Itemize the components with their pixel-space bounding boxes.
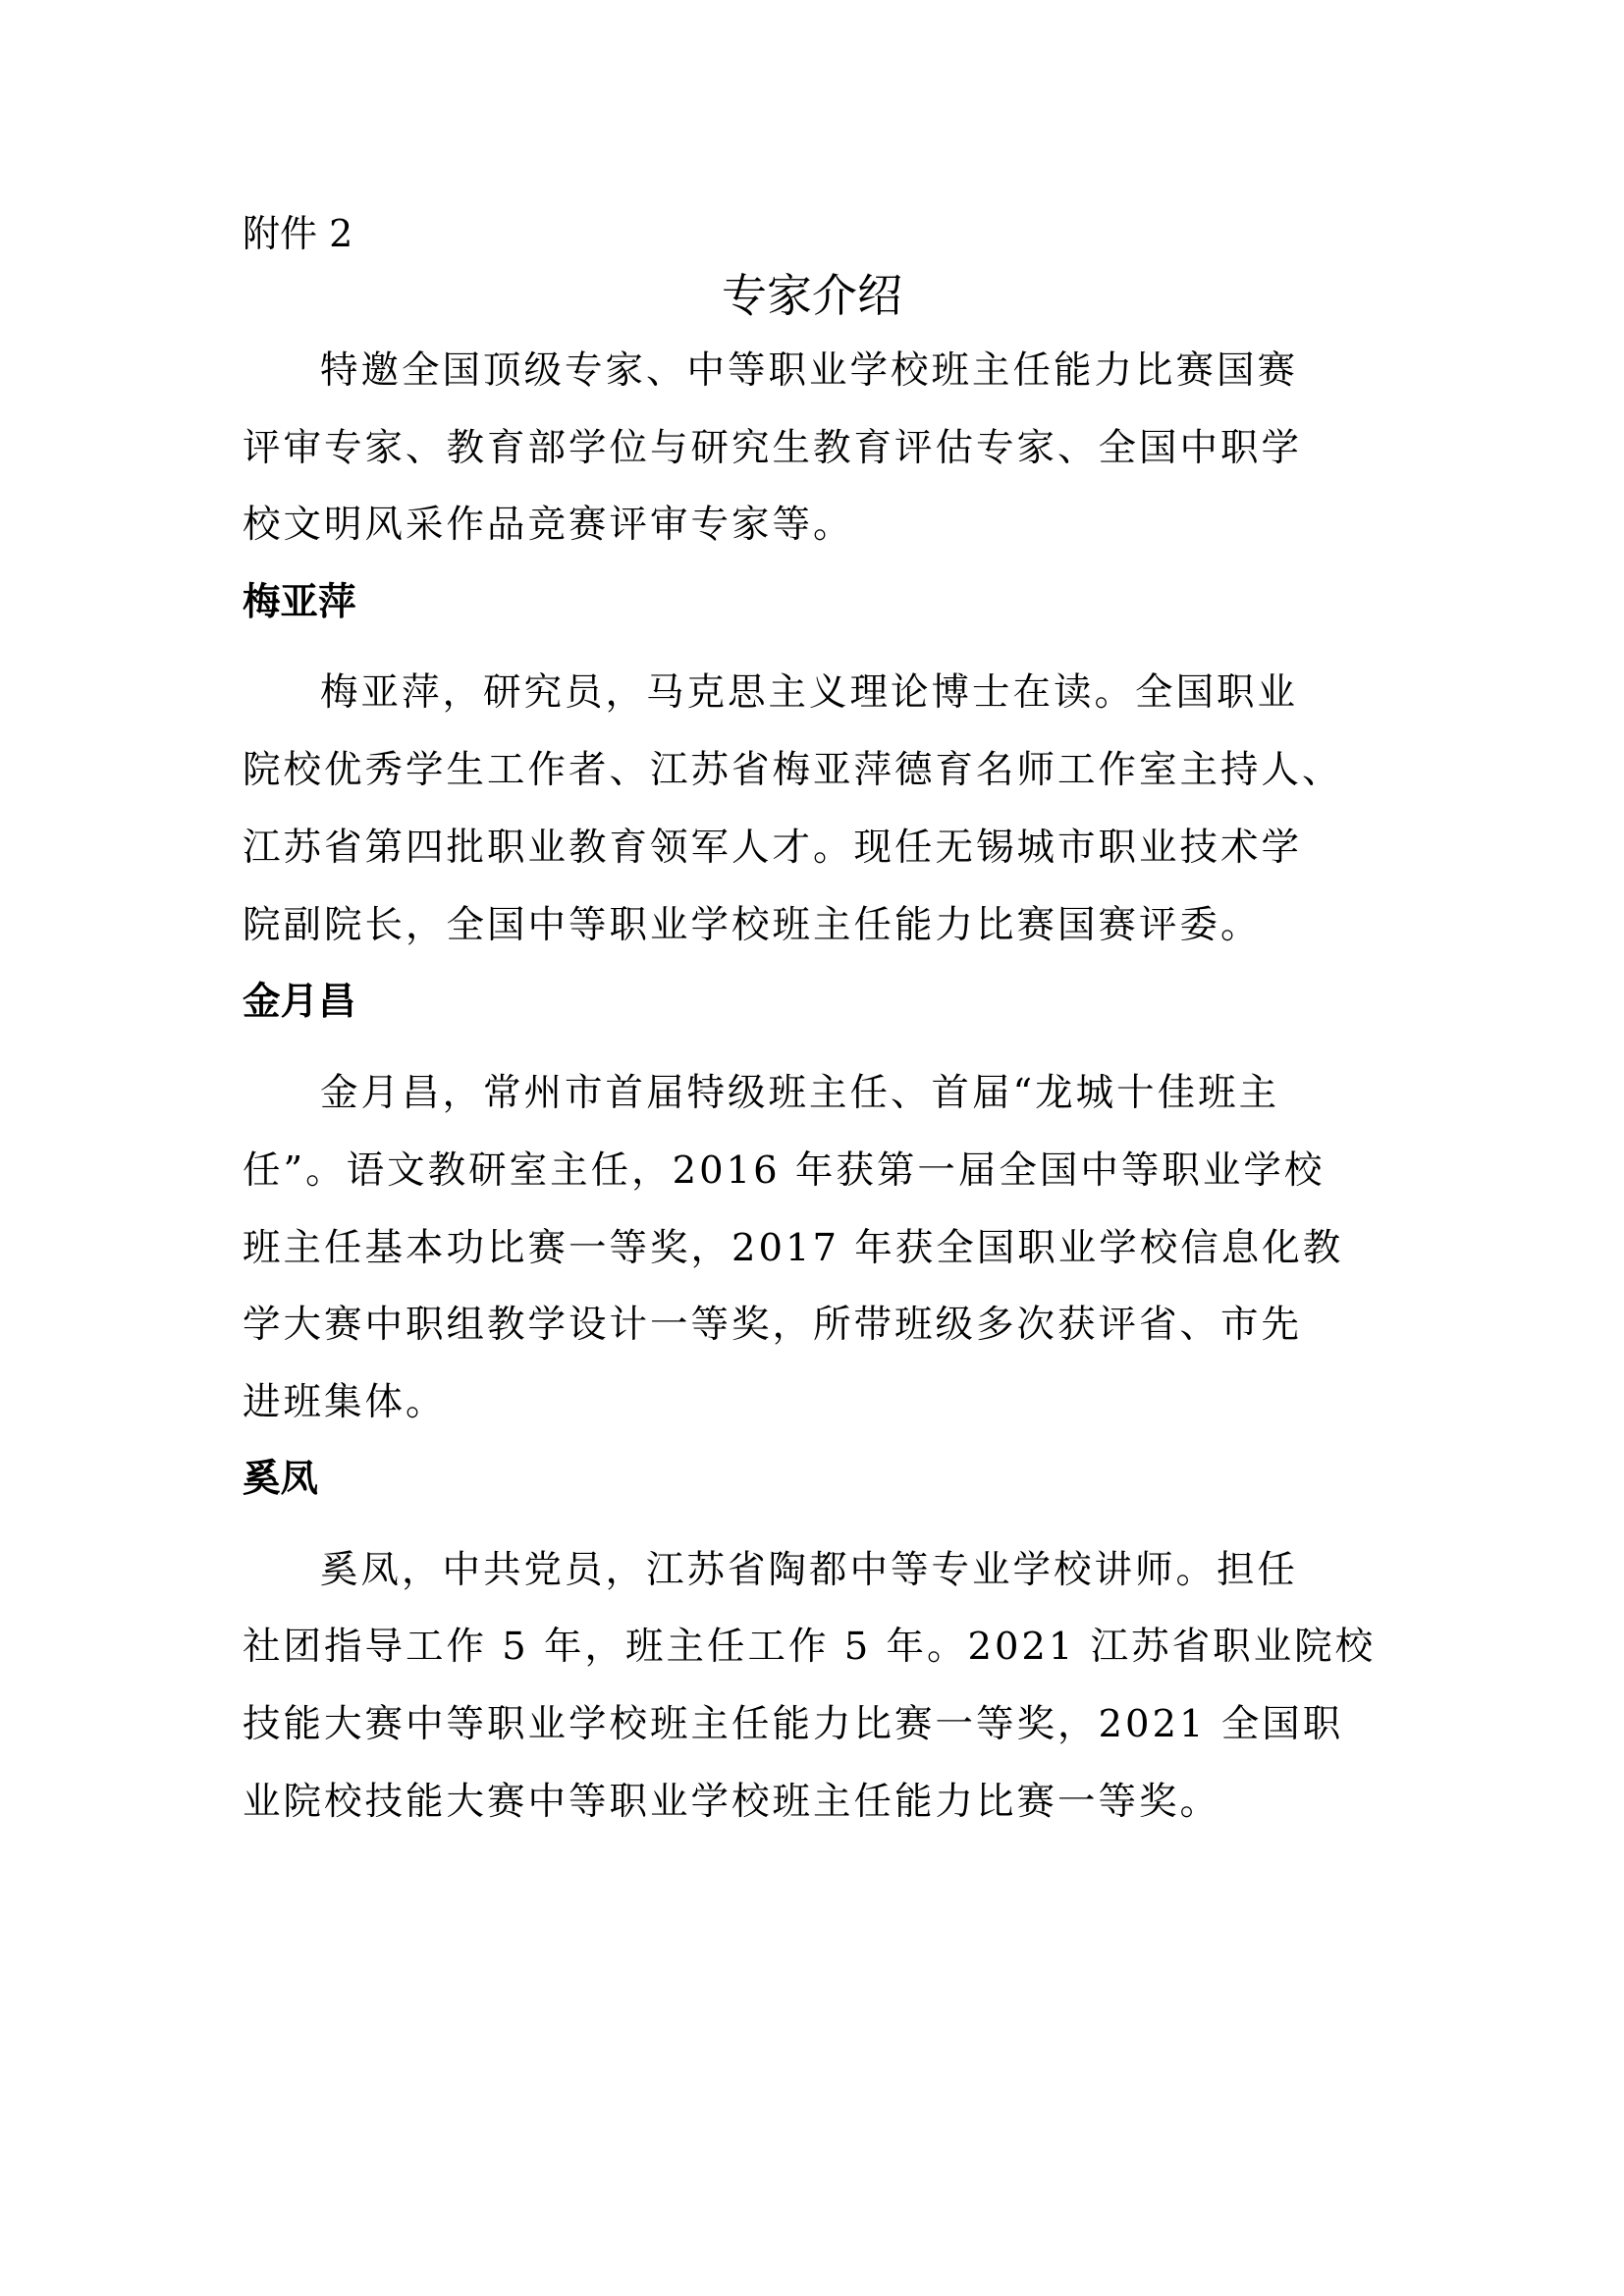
expert-bio-line: 社团指导工作 5 年，班主任工作 5 年。2021 江苏省职业院校 [243,1625,1377,1669]
expert-bio-line: 进班集体。 [243,1380,447,1424]
expert-name: 奚凤 [243,1457,319,1501]
expert-bio-line: 院校优秀学生工作者、江苏省梅亚萍德育名师工作室主持人、 [243,748,1343,792]
intro-line: 评审专家、教育部学位与研究生教育评估专家、全国中职学 [243,426,1303,470]
expert-bio-line: 班主任基本功比赛一等奖，2017 年获全国职业学校信息化教 [243,1226,1344,1270]
attachment-label: 附件 2 [243,212,353,255]
expert-bio-line: 业院校技能大赛中等职业学校班主任能力比赛一等奖。 [243,1780,1221,1824]
expert-bio-line: 奚凤，中共党员，江苏省陶都中等专业学校讲师。担任 [320,1548,1299,1592]
expert-bio-line: 技能大赛中等职业学校班主任能力比赛一等奖，2021 全国职 [243,1702,1344,1746]
intro-line: 校文明风采作品竞赛评审专家等。 [243,503,854,547]
intro-line: 特邀全国顶级专家、中等职业学校班主任能力比赛国赛 [320,348,1299,393]
expert-bio-line: 院副院长，全国中等职业学校班主任能力比赛国赛评委。 [243,903,1262,947]
expert-bio-line: 梅亚萍，研究员，马克思主义理论博士在读。全国职业 [320,670,1299,715]
expert-name: 金月昌 [243,980,356,1024]
expert-bio-line: 金月昌，常州市首届特级班主任、首届“龙城十佳班主 [320,1071,1280,1115]
expert-bio-line: 江苏省第四批职业教育领军人才。现任无锡城市职业技术学 [243,826,1303,870]
page-title: 专家介绍 [722,269,902,322]
expert-name: 梅亚萍 [243,580,356,624]
expert-bio-line: 任”。语文教研室主任，2016 年获第一届全国中等职业学校 [243,1148,1326,1193]
expert-bio-line: 学大赛中职组教学设计一等奖，所带班级多次获评省、市先 [243,1303,1303,1347]
